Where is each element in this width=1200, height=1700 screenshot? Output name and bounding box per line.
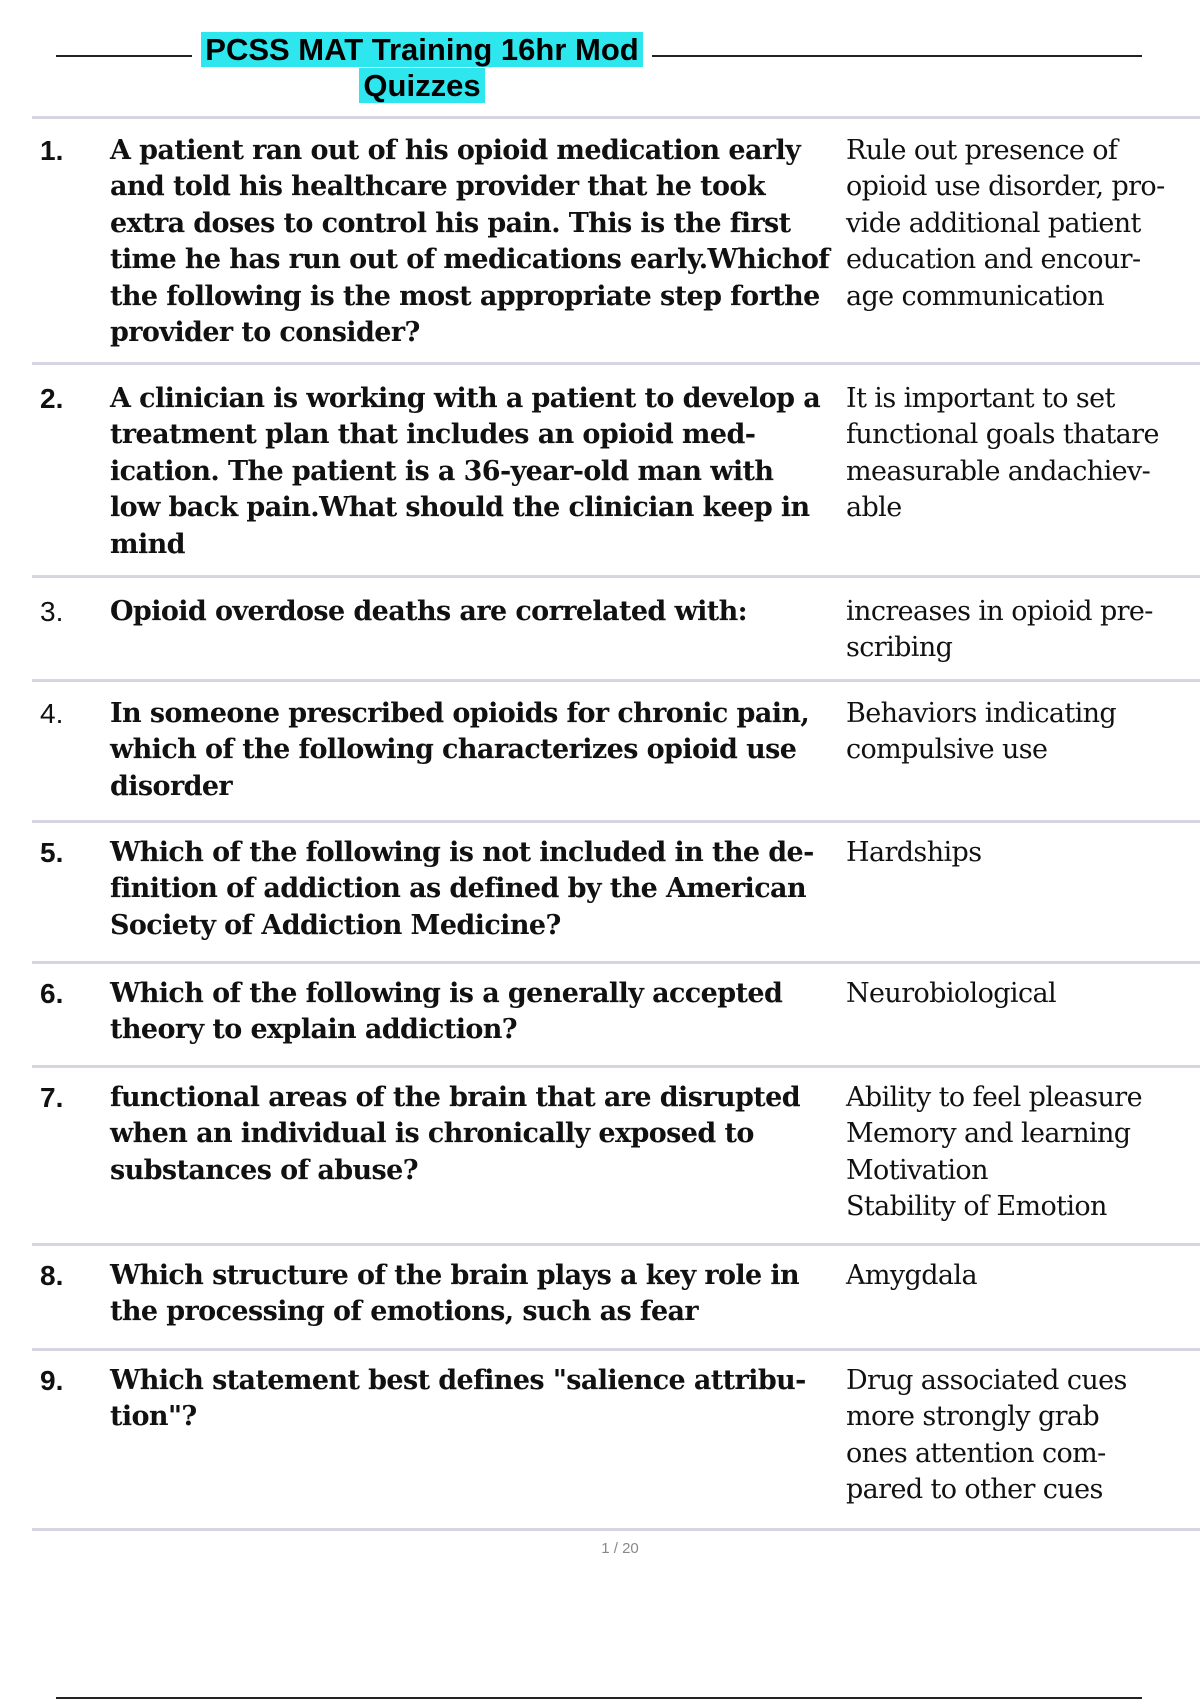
item-question: Which statement best defines "salience attribu- tion"? (110, 1365, 806, 1433)
item-answer: Hardships (846, 837, 982, 868)
item-number: 1. (40, 135, 64, 166)
quiz-item-3 (32, 575, 1200, 682)
item-number: 3. (40, 596, 64, 627)
quiz-item-4 (32, 679, 1200, 823)
item-answer: Ability to feel pleasure Memory and learning Motivation Stability of Emotion (846, 1082, 1142, 1223)
item-number: 2. (40, 383, 64, 414)
quiz-item-6 (32, 961, 1200, 1068)
quiz-item-9 (32, 1348, 1200, 1531)
quiz-item-2 (32, 362, 1200, 578)
document-header (0, 0, 1200, 116)
item-question: Which structure of the brain plays a key role in the processing of emotions, such as fear (110, 1260, 800, 1328)
item-question: Which of the following is a generally accepted theory to explain addiction? (110, 978, 783, 1046)
document-title (190, 32, 654, 104)
item-answer: It is important to set functional goals thatare measurable andachiev- able (846, 383, 1159, 524)
item-number: 4. (40, 698, 64, 729)
list-bottom-rule (32, 1528, 1200, 1531)
item-question: A clinician is working with a patient to develop a treatment plan that includes an opioid med- ication. The patient is a 36-year-old man with low back pain.What should the clinician keep in mind (110, 383, 821, 560)
item-number: 9. (40, 1365, 64, 1396)
item-answer: Behaviors indicating compulsive use (846, 698, 1117, 766)
header-rule-right (652, 55, 1142, 57)
item-question: A patient ran out of his opioid medication early and told his healthcare provider that he took extra doses to control his pain. This is the first time he has run out of medications early.Whichof the following is the most appropriate step forthe provider to consider? (110, 135, 830, 349)
quiz-item-7 (32, 1065, 1200, 1246)
item-answer: Rule out presence of opioid use disorder, pro- vide additional patient education and encour- age communication (846, 135, 1165, 312)
item-answer: Drug associated cues more strongly grab ones attention com- pared to other cues (846, 1365, 1127, 1506)
item-number: 7. (40, 1082, 64, 1113)
item-question: functional areas of the brain that are disrupted when an individual is chronically exposed to substances of abuse? (110, 1082, 800, 1186)
item-answer: increases in opioid pre- scribing (846, 596, 1153, 664)
footer-rule (56, 1697, 1142, 1699)
item-number: 8. (40, 1260, 64, 1291)
title-line-2: Quizzes (359, 68, 484, 103)
quiz-item-5 (32, 820, 1200, 964)
title-line-1: PCSS MAT Training 16hr Mod (201, 32, 642, 67)
item-number: 6. (40, 978, 64, 1009)
page-number: 1 / 20 (601, 1540, 639, 1557)
item-question: Which of the following is not included in the de- finition of addiction as defined by the American Society of Addiction Medicine? (110, 837, 814, 941)
quiz-item-1 (32, 116, 1200, 365)
item-answer: Amygdala (846, 1260, 977, 1291)
header-rule-left (56, 55, 192, 57)
item-answer: Neurobiological (846, 978, 1056, 1009)
item-question: Opioid overdose deaths are correlated with: (110, 596, 748, 627)
item-number: 5. (40, 837, 64, 868)
quiz-item-8 (32, 1243, 1200, 1351)
item-question: In someone prescribed opioids for chronic pain, which of the following characterizes opioid use disorder (110, 698, 810, 802)
